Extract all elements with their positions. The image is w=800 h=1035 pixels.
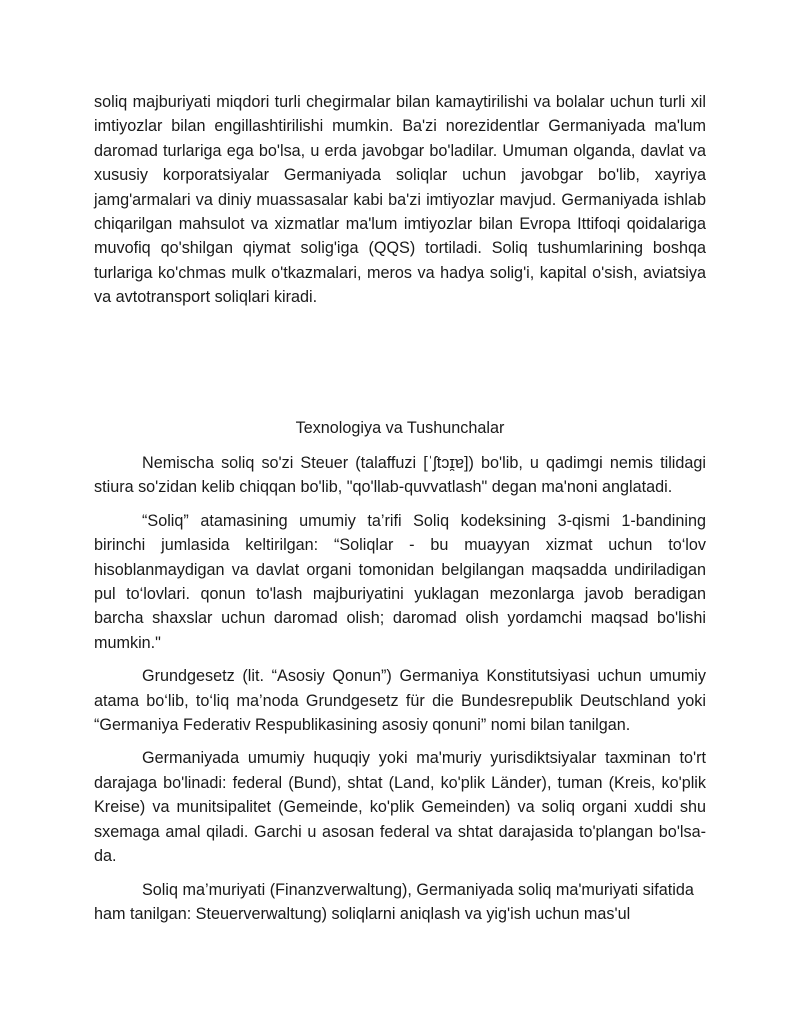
section-body xyxy=(94,451,706,935)
paragraph-steuer-etymology: Nemischa soliq so'zi Steuer (talaffuzi [ˈʃtɔɪ̯ɐ]) bo'lib, u qadimgi nemis tilidagi stiura so'zidan kelib chiqqan bo'lib, "qo'llab-quvvatlash" degan ma'noni anglatadi. xyxy=(94,454,706,497)
paragraph-tax-administration: Soliq ma’muriyati (Finanzverwaltung), Germaniyada soliq ma'muriyati sifatida ham tanilgan: Steuerverwaltung) soliqlarni aniqlash va yig'ish uchun mas'ul xyxy=(94,880,694,923)
paragraph-jurisdictions: Germaniyada umumiy huquqiy yoki ma'muriy yurisdiktsiyalar taxminan to'rt darajaga bo'linadi: federal (Bund), shtat (Land, ko'plik Länder), tuman (Kreis, ko'plik Kreise) va munitsipalitet (Gemeinde, ko'plik Gemeinden) va soliq organi xuddi shu sxemaga amal qiladi. Garchi u asosan federal va shtat darajasida to'plangan bo'lsa- da. xyxy=(94,749,706,866)
paragraph-tax-definition: “Soliq” atamasining umumiy ta’rifi Soliq kodeksining 3-qismi 1-bandining birinchi jumlasida keltirilgan: “Soliqlar - bu muayyan xizmat uchun to‘lov hisoblanmaydigan va davlat organi tomonidan belgilangan maqsadda undiriladigan pul to‘lovlari. qonun to'lash majburiyatini yuklagan mezonlarga javob beradigan barcha shaxslar uchun daromad olish; daromad olish yordamchi maqsad bo'lishi mumkin." xyxy=(94,511,706,652)
paragraph-grundgesetz: Grundgesetz (lit. “Asosiy Qonun”) Germaniya Konstitutsiyasi uchun umumiy atama bo‘lib, to‘liq ma’noda Grundgesetz für die Bundesrepublik Deutschland yoki “Germaniya Federativ Respublikasining asosiy qonuni” nomi bilan tanilgan. xyxy=(94,667,706,735)
intro-paragraph: soliq majburiyati miqdori turli chegirmalar bilan kamaytirilishi va bolalar uchun turli xil imtiyozlar bilan engillashtirilishi mumkin. Ba'zi norezidentlar Germaniyada ma'lum daromad turlariga ega bo'lsa, u erda javobgar bo'ladilar. Umuman olganda, davlat va xususiy korporatsiyalar Germaniyada soliqlar uchun javobgar bo'lib, xayriya jamg'armalari va diniy muassasalar kabi ba'zi imtiyozlar mavjud. Germaniyada ishlab chiqarilgan mahsulot va xizmatlar ma'lum imtiyozlar bilan Evropa Ittifoqi qoidalariga muvofiq qo'shilgan qiymat solig'iga (QQS) tortiladi. Soliq tushumlarining boshqa turlariga ko'chmas mulk o'tkazmalari, meros va hadya solig'i, kapital o'sish, aviatsiya va avtotransport soliqlari kiradi. xyxy=(94,93,706,307)
section-heading: Texnologiya va Tushunchalar xyxy=(295,419,505,437)
